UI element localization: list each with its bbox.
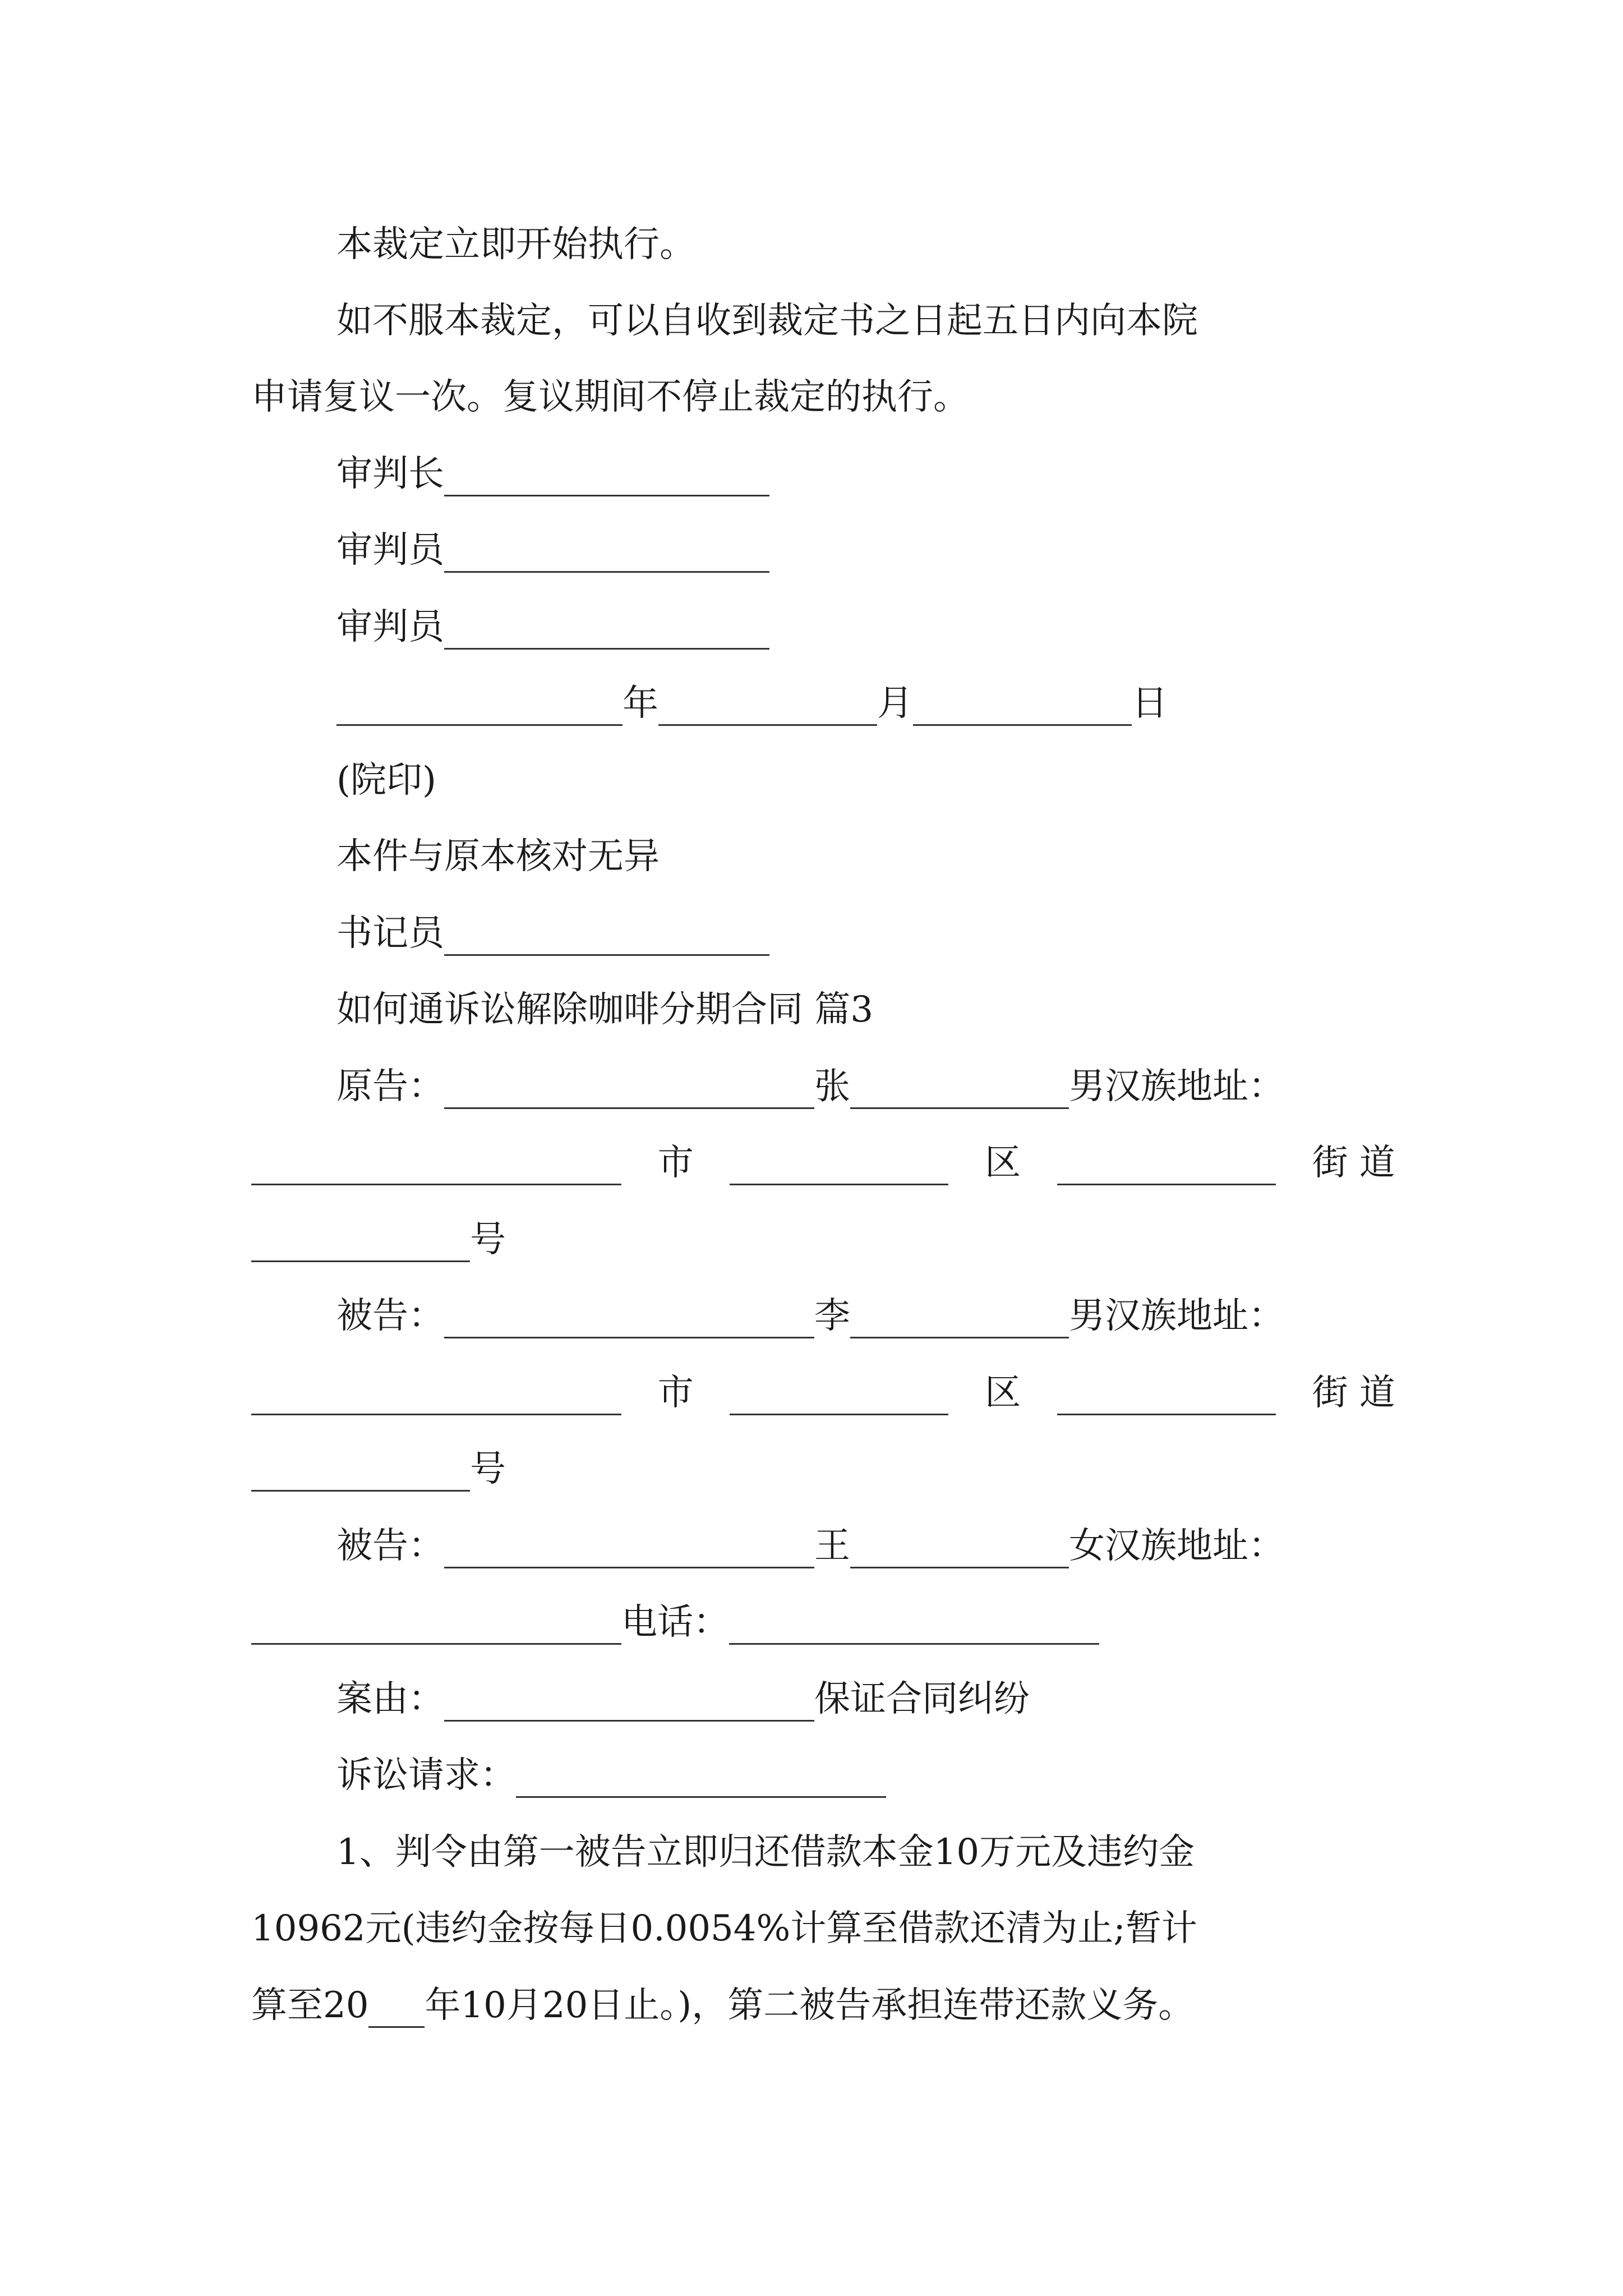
defendant1-number: 号 — [470, 1448, 506, 1490]
defendant1-district: 区 — [985, 1372, 1021, 1414]
paragraph-appeal-line-2: 申请复议一次。复议期间不停止裁定的执行。 — [251, 376, 969, 418]
claims-line — [336, 1753, 1395, 1798]
defendant2-surname: 王 — [814, 1525, 850, 1567]
signature-judge-2 — [336, 605, 1395, 650]
plaintiff-name-blank — [444, 1071, 814, 1109]
court-seal: (院印) — [336, 760, 436, 801]
defendant1-street: 街 道 — [1312, 1372, 1395, 1414]
defendant2-name-blank — [444, 1531, 814, 1568]
claims-label: 诉讼请求： — [336, 1755, 516, 1796]
defendant1-number-blank — [251, 1454, 470, 1492]
plaintiff-district: 区 — [985, 1142, 1021, 1184]
plaintiff-number-blank — [251, 1225, 470, 1262]
day-label: 日 — [1132, 683, 1168, 724]
year-label: 年 — [623, 683, 658, 724]
defendant1-city: 市 — [657, 1372, 694, 1414]
cause-label: 案由： — [336, 1678, 444, 1720]
plaintiff-line — [336, 1064, 1395, 1109]
day-blank — [913, 688, 1132, 726]
chief-judge-blank — [444, 459, 769, 496]
cause-value: 保证合同纠纷 — [814, 1678, 1030, 1720]
year-blank — [336, 688, 623, 726]
judge-1-label: 审判员 — [336, 530, 444, 571]
defendant1-label: 被告： — [336, 1295, 444, 1337]
month-label: 月 — [877, 683, 913, 724]
date-line — [336, 681, 1395, 726]
claim1-line-2: 10962元(违约金按每日0.0054%计算至借款还清为止;暂计 — [251, 1908, 1197, 1949]
defendant1-number-line — [251, 1447, 1395, 1492]
claim1-line-3-end: 年10月20日止。)，第二被告承担连带还款义务。 — [425, 1985, 1195, 2026]
plaintiff-surname: 张 — [814, 1066, 850, 1107]
defendant1-name-blank — [444, 1301, 814, 1338]
judge-1-blank — [444, 535, 769, 573]
plaintiff-city: 市 — [657, 1142, 694, 1184]
claim1-line-1: 1、判令由第一被告立即归还借款本金10万元及违约金 — [336, 1832, 1195, 1873]
section-title: 如何通诉讼解除咖啡分期合同 篇3 — [336, 989, 874, 1030]
verified-note: 本件与原本核对无异 — [336, 836, 660, 877]
chief-judge-label: 审判长 — [336, 453, 444, 495]
defendant2-phone-blank — [729, 1607, 1099, 1645]
claim1-year-blank — [368, 1990, 425, 2028]
claim1-line-3-start: 算至20 — [251, 1985, 369, 2026]
plaintiff-address-blank — [251, 1148, 621, 1185]
signature-chief-judge — [336, 452, 1395, 496]
defendant2-given-blank — [850, 1531, 1069, 1568]
judge-2-label: 审判员 — [336, 606, 444, 648]
plaintiff-city-blank — [730, 1148, 948, 1185]
defendant1-address-blank — [251, 1378, 621, 1415]
clerk-label: 书记员 — [336, 913, 444, 954]
defendant1-city-blank — [730, 1378, 948, 1415]
defendant1-district-blank — [1057, 1378, 1276, 1415]
plaintiff-street: 街 道 — [1312, 1142, 1395, 1184]
defendant2-address-blank — [251, 1607, 621, 1645]
plaintiff-given-blank — [850, 1071, 1069, 1109]
defendant2-label: 被告： — [336, 1525, 444, 1567]
defendant1-info: 男汉族地址： — [1069, 1295, 1284, 1337]
judge-2-blank — [444, 612, 769, 650]
defendant2-info: 女汉族地址： — [1069, 1525, 1284, 1567]
paragraph-appeal-line-1: 如不服本裁定，可以自收到裁定书之日起五日内向本院 — [336, 300, 1198, 342]
defendant2-address-line — [251, 1600, 1395, 1645]
defendant1-address-line — [251, 1370, 1395, 1415]
paragraph-execute: 本裁定立即开始执行。 — [336, 224, 695, 265]
plaintiff-address-line — [251, 1140, 1395, 1185]
defendant1-given-blank — [850, 1301, 1069, 1338]
defendant2-line — [336, 1524, 1395, 1568]
signature-clerk — [336, 911, 1395, 956]
plaintiff-label: 原告： — [336, 1066, 444, 1107]
claim1-line-3 — [251, 1983, 1395, 2028]
clerk-blank — [444, 918, 769, 956]
signature-judge-1 — [336, 528, 1395, 573]
month-blank — [658, 688, 877, 726]
claims-blank — [516, 1760, 886, 1798]
defendant1-surname: 李 — [814, 1295, 850, 1337]
plaintiff-district-blank — [1057, 1148, 1276, 1185]
plaintiff-number-line — [251, 1217, 1395, 1262]
plaintiff-number: 号 — [470, 1219, 506, 1260]
cause-line — [336, 1677, 1395, 1722]
defendant2-phone-label: 电话： — [621, 1602, 729, 1643]
plaintiff-info: 男汉族地址： — [1069, 1066, 1284, 1107]
cause-blank — [444, 1684, 814, 1722]
defendant1-line — [336, 1294, 1395, 1338]
